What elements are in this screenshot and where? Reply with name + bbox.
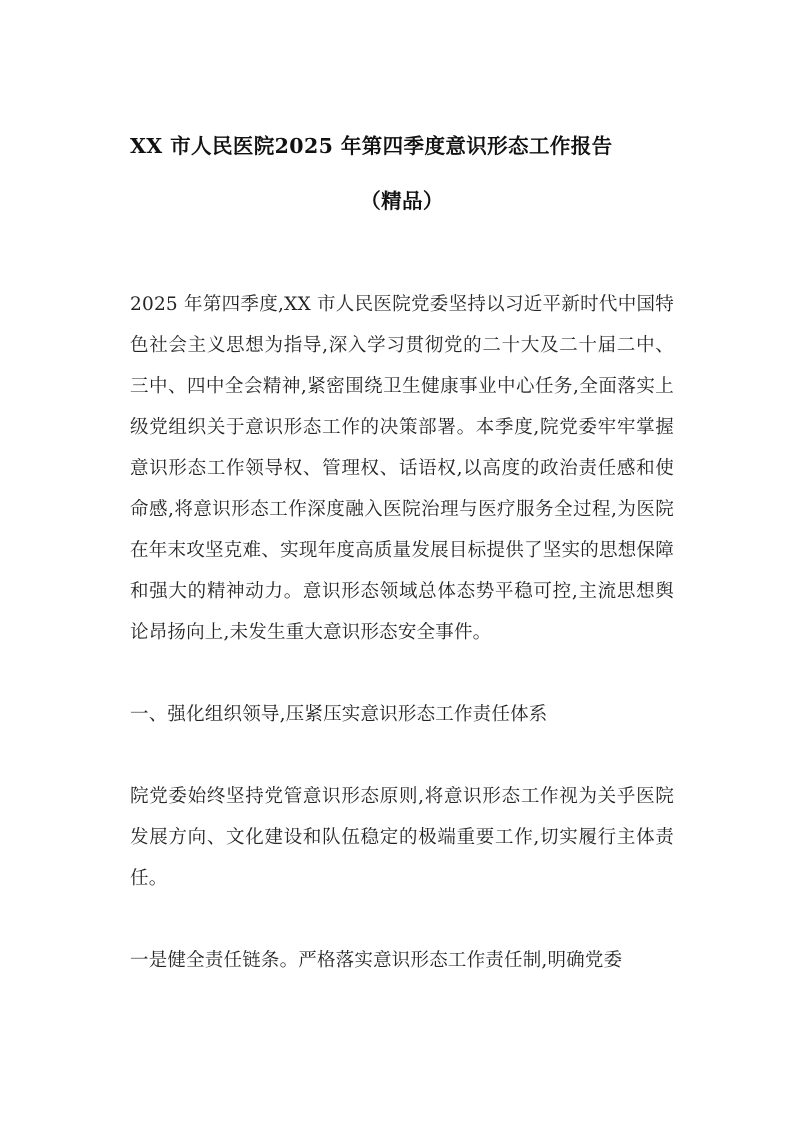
section-heading-1: 一、强化组织领导,压紧压实意识形态工作责任体系 <box>130 704 548 725</box>
page-subtitle: （精品） <box>360 189 444 213</box>
paragraph-section1-intro: 院党委始终坚持党管意识形态原则,将意识形态工作视为关乎医院发展方向、文化建设和队伍稳定的极端重要工作,切实履行主体责任。 <box>130 786 674 889</box>
page-content <box>130 0 674 981</box>
document-body <box>130 222 674 981</box>
page-title: XX 市人民医院2025 年第四季度意识形态工作报告 <box>130 134 613 158</box>
paragraph-overview: 2025 年第四季度,XX 市人民医院党委坚持以习近平新时代中国特色社会主义思想为指导,深入学习贯彻党的二十大及二十届二中、三中、四中全会精神,紧密围绕卫生健康事业中心任务,全面落实上级党组织关于意识形态工作的决策部署。本季度,院党委牢牢掌握意识形态工作领导权、管理权、话语权,以高度的政治责任感和使命感,将意识形态工作深度融入医院治理与医疗服务全过程,为医院在年末攻坚克难、实现年度高质量发展目标提供了坚实的思想保障和强大的精神动力。意识形态领域总体态势平稳可控,主流思想舆论昂扬向上,未发生重大意识形态安全事件。 <box>130 294 674 643</box>
paragraph-section1-item1: 一是健全责任链条。严格落实意识形态工作责任制,明确党委 <box>130 950 623 971</box>
